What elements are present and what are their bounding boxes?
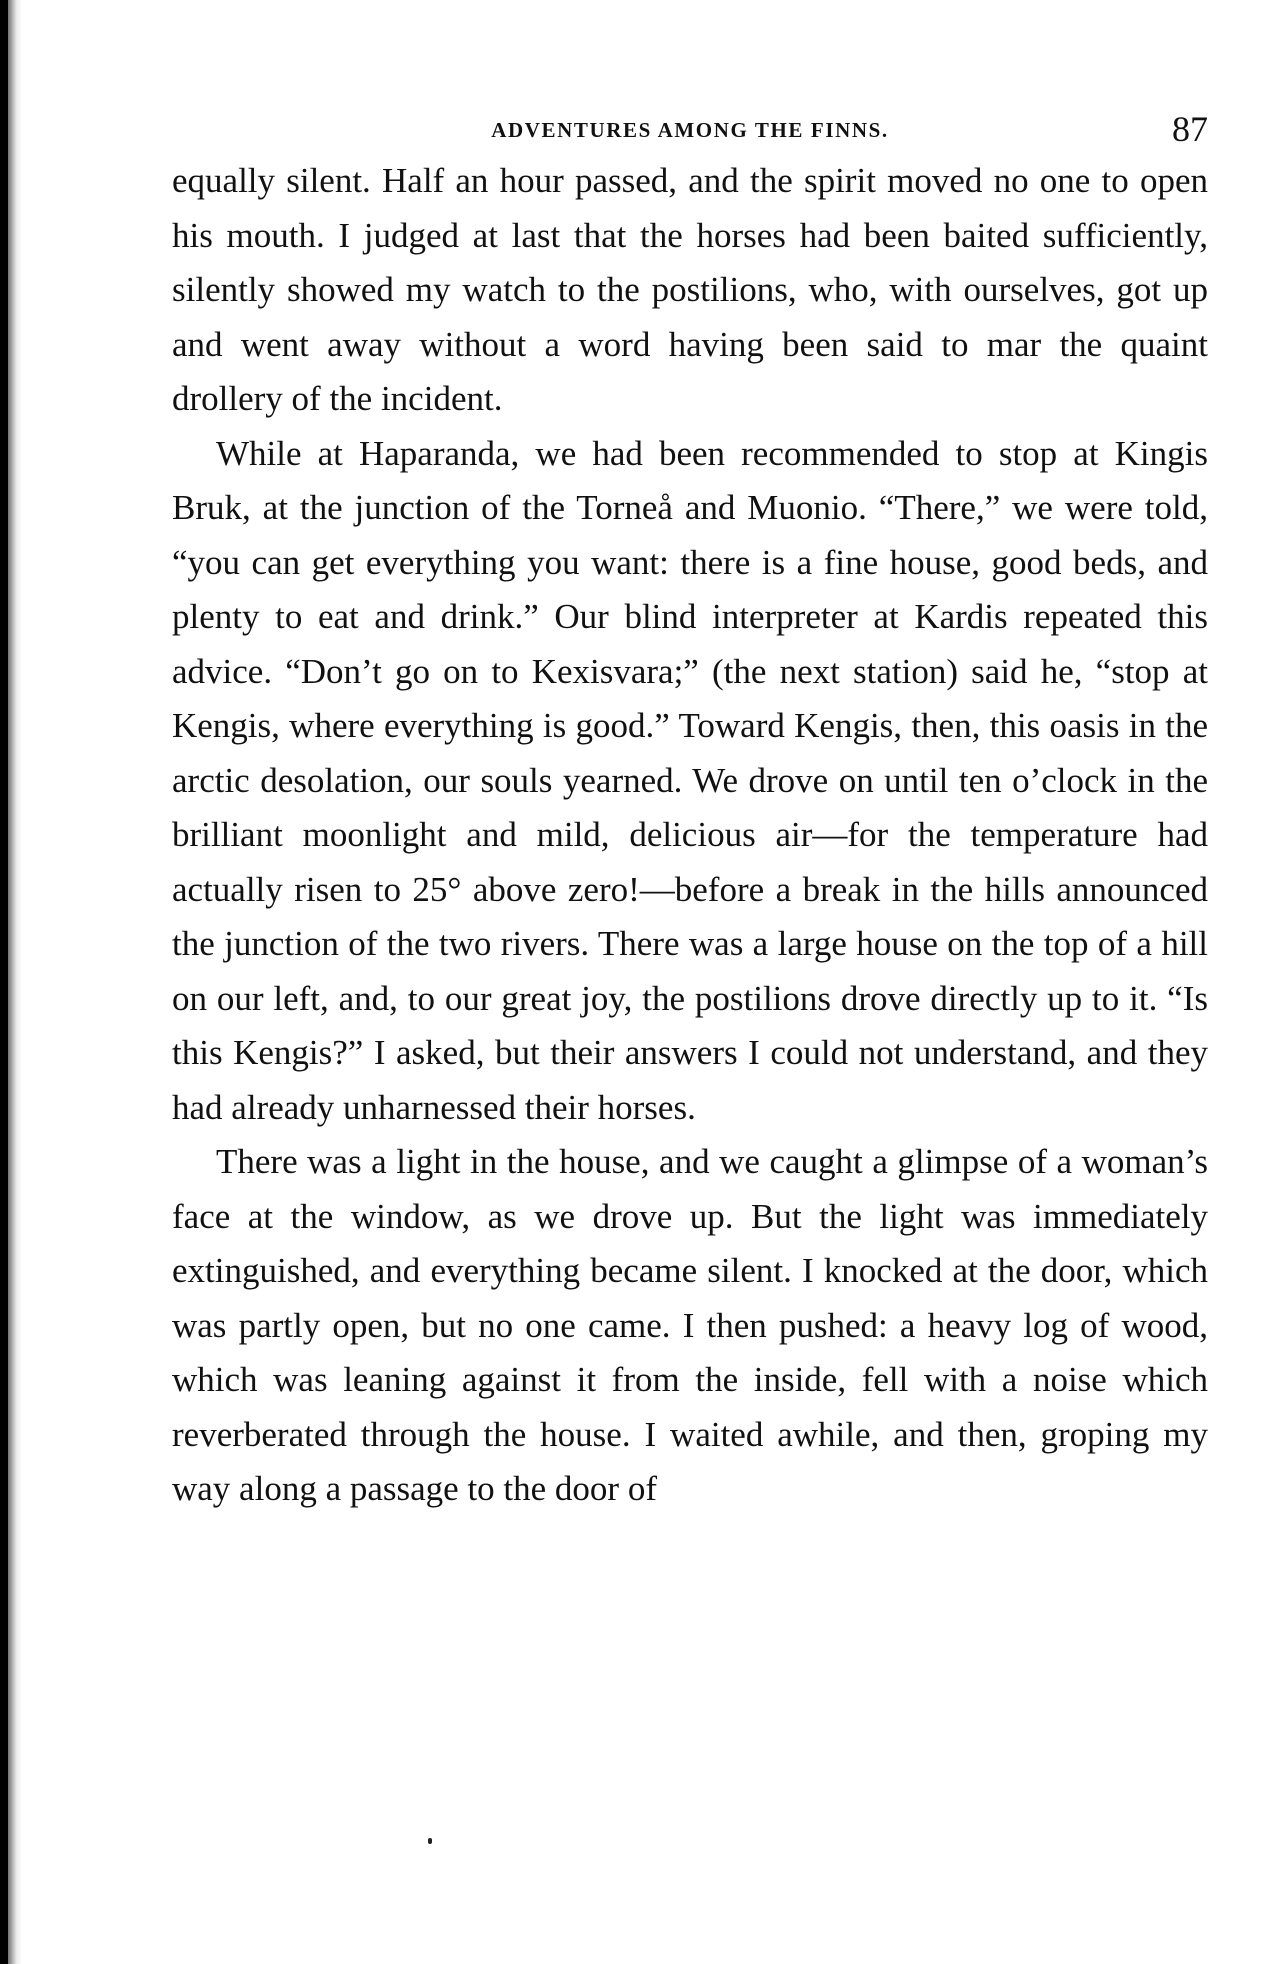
running-head bbox=[172, 108, 1208, 152]
print-speck bbox=[428, 1838, 432, 1844]
book-page bbox=[172, 108, 1208, 1517]
paragraph-continuation: equally silent. Half an hour passed, and the spirit moved no one to open his mouth. I judged at last that the horses had been baited sufficiently, silently showed my watch to the postilions, who, with ourselves, got up and went away without a word having been said to mar the quaint drollery of the incident. bbox=[172, 161, 1208, 418]
paragraph-haparanda: While at Haparanda, we had been recommended to stop at Kingis Bruk, at the junction of the Torneå and Muonio. “There,” we were told, “you can get everything you want: there is a fine house, good beds, and plenty to eat and drink.” Our blind interpreter at Kardis repeated this advice. “Don’t go on to Kexisvara;” (the next station) said he, “stop at Kengis, where everything is good.” Toward Kengis, then, this oasis in the arctic desolation, our souls yearned. We drove on until ten o’clock in the brilliant moonlight and mild, delicious air—for the temperature had actually risen to 25° above zero!—before a break in the hills announced the junction of the two rivers. There was a large house on the top of a hill on our left, and, to our great joy, the postilions drove directly up to it. “Is this Kengis?” I asked, but their answers I could not understand, and they had already unharnessed their horses. bbox=[172, 433, 1208, 1127]
page-number: 87 bbox=[1172, 109, 1208, 149]
running-head-title: ADVENTURES AMONG THE FINNS. bbox=[491, 118, 889, 142]
page-binding-edge bbox=[0, 0, 8, 1964]
page-binding-shadow bbox=[8, 0, 22, 1964]
paragraph-light-in-house: There was a light in the house, and we caught a glimpse of a woman’s face at the window, as we drove up. But the light was immediately extinguished, and everything became silent. I knocked at the door, which was partly open, but no one came. I then pushed: a heavy log of wood, which was leaning against it from the inside, fell with a noise which reverberated through the house. I waited awhile, and then, groping my way along a passage to the door of bbox=[172, 1142, 1208, 1508]
